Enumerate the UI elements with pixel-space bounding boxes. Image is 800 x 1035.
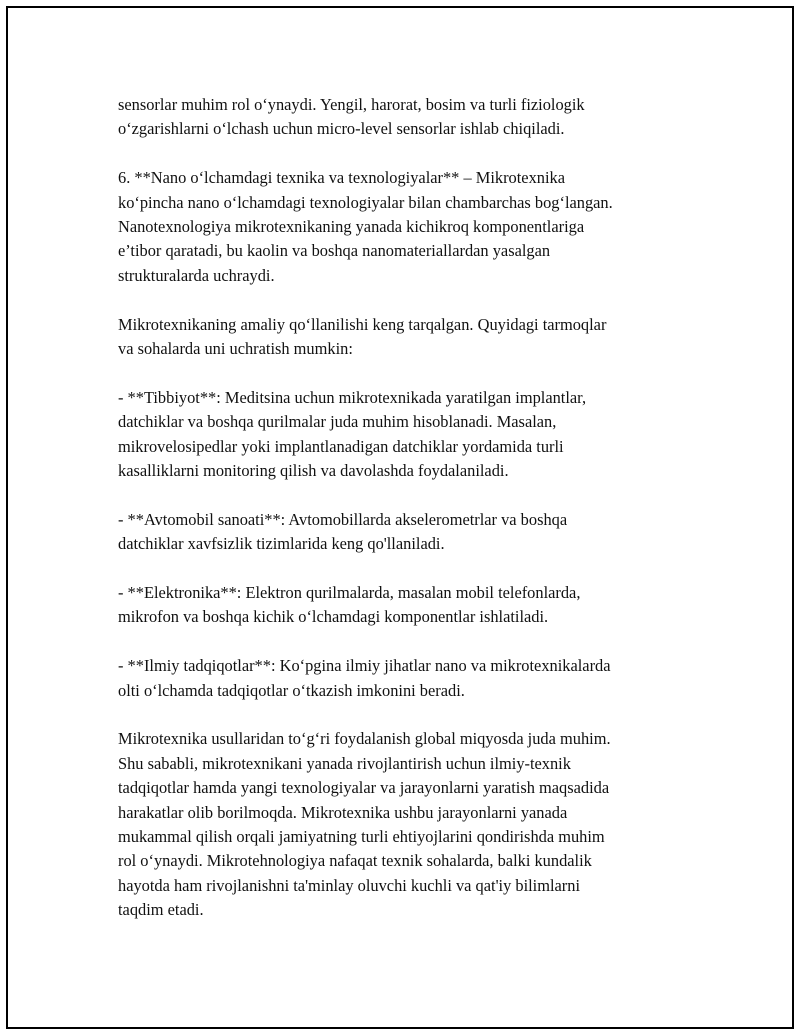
text-line: sensorlar muhim rol oʻynaydi. Yengil, harorat, bosim va turli fiziologik — [118, 95, 585, 114]
text-line: - **Tibbiyot**: Meditsina uchun mikrotexnikada yaratilgan implantlar, — [118, 387, 587, 407]
text-line: hayotda ham rivojlanishni ta'minlay oluvchi kuchli va qat'iy bilimlarni — [118, 875, 581, 895]
list-item-automotive — [118, 508, 678, 557]
text-line: oʻzgarishlarni oʻlchash uchun micro-level sensorlar ishlab chiqiladi. — [118, 119, 565, 139]
text-line: datchiklar xavfsizlik tizimlarida keng qo'llaniladi. — [118, 534, 445, 554]
text-line: Shu sababli, mikrotexnikani yanada rivojlantirish uchun ilmiy-texnik — [118, 753, 571, 773]
list-item-research — [118, 654, 678, 703]
text-line: e’tibor qaratadi, bu kaolin va boshqa nanomateriallardan yasalgan — [118, 241, 551, 261]
text-line: taqdim etadi. — [118, 900, 204, 920]
text-line: rol oʻynaydi. Mikrotehnologiya nafaqat texnik sohalarda, balki kundalik — [118, 851, 592, 871]
document-body — [118, 93, 678, 947]
text-line: koʻpincha nano oʻlchamdagi texnologiyalar bilan chambarchas bogʻlangan. — [118, 192, 613, 212]
text-line: Mikrotexnika usullaridan toʻgʻri foydalanish global miqyosda juda muhim. — [118, 729, 611, 749]
text-line: strukturalarda uchraydi. — [118, 265, 275, 285]
text-line: Mikrotexnikaning amaliy qoʻllanilishi keng tarqalgan. Quyidagi tarmoqlar — [118, 314, 607, 334]
text-line: Nanotexnologiya mikrotexnikaning yanada kichikroq komponentlariga — [118, 217, 585, 237]
text-line: mikrovelosipedlar yoki implantlanadigan datchiklar yordamida turli — [118, 436, 564, 456]
text-line: datchiklar va boshqa qurilmalar juda muhim hisoblanadi. Masalan, — [118, 412, 557, 432]
list-item-electronics — [118, 581, 678, 630]
list-item-medicine — [118, 386, 678, 484]
text-line: 6. **Nano oʻlchamdagi texnika va texnologiyalar** – Mikrotexnika — [118, 168, 565, 188]
text-line: - **Elektronika**: Elektron qurilmalarda, masalan mobil telefonlarda, — [118, 583, 581, 603]
text-line: - **Ilmiy tadqiqotlar**: Koʻpgina ilmiy jihatlar nano va mikrotexnikalarda — [118, 656, 611, 676]
text-line: kasalliklarni monitoring qilish va davolashda foydalaniladi. — [118, 461, 509, 481]
text-line: harakatlar olib borilmoqda. Mikrotexnika ushbu jarayonlarni yanada — [118, 802, 568, 822]
paragraph-conclusion — [118, 727, 678, 922]
paragraph-sensors — [118, 93, 678, 142]
paragraph-applications-intro — [118, 313, 678, 362]
text-line: olti oʻlchamda tadqiqotlar oʻtkazish imkonini beradi. — [118, 680, 465, 700]
paragraph-nano-technology — [118, 166, 678, 288]
text-line: va sohalarda uni uchratish mumkin: — [118, 339, 353, 359]
text-line: mikrofon va boshqa kichik oʻlchamdagi komponentlar ishlatiladi. — [118, 607, 549, 627]
text-line: mukammal qilish orqali jamiyatning turli ehtiyojlarini qondirishda muhim — [118, 827, 605, 847]
text-line: - **Avtomobil sanoati**: Avtomobillarda akselerometrlar va boshqa — [118, 509, 568, 529]
text-line: tadqiqotlar hamda yangi texnologiyalar va jarayonlarni yaratish maqsadida — [118, 778, 610, 798]
